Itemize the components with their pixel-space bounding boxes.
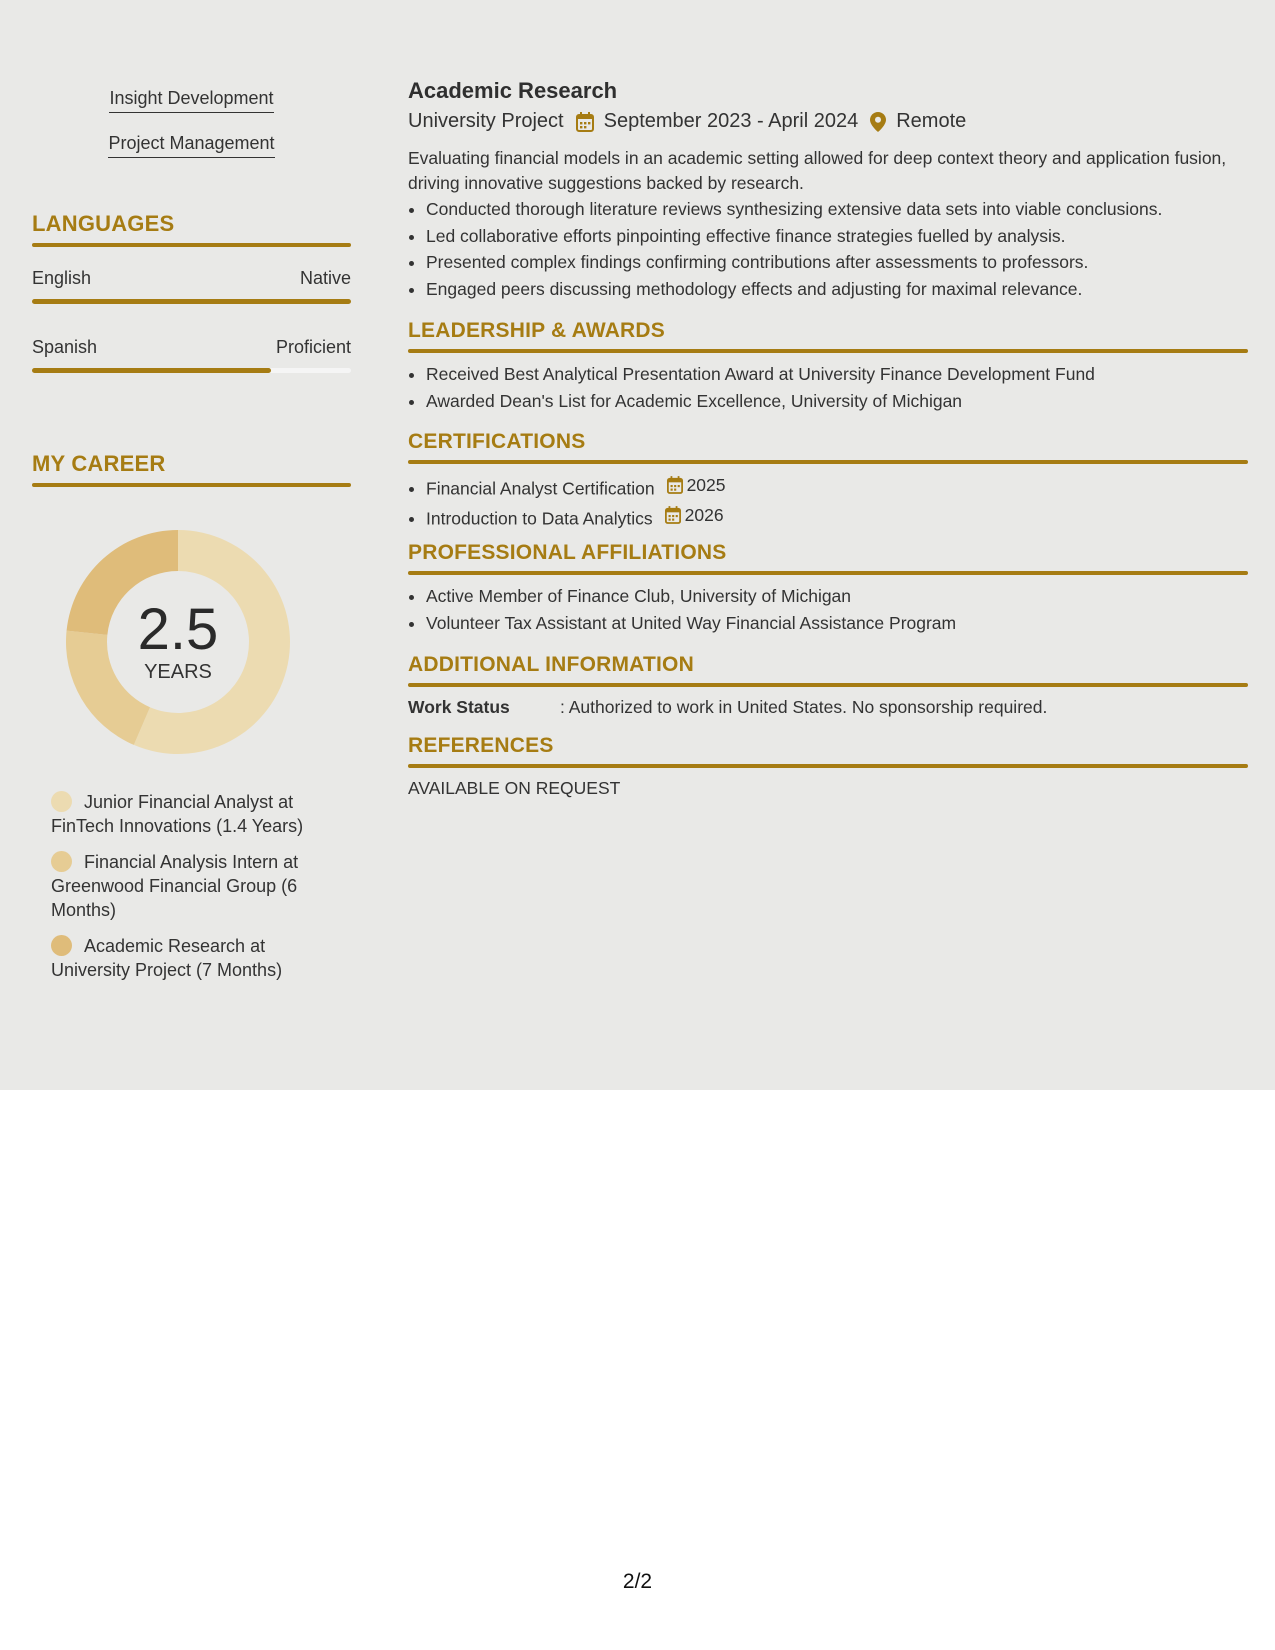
skill-item — [32, 88, 351, 113]
languages-heading: LANGUAGES — [32, 211, 175, 236]
donut-center — [66, 530, 290, 754]
language-name: Spanish — [32, 337, 98, 357]
section-divider — [408, 460, 1248, 464]
cert-year — [667, 472, 726, 499]
list-item — [426, 472, 1248, 502]
additional-info-heading: ADDITIONAL INFORMATION — [408, 653, 694, 676]
career-section — [32, 451, 351, 487]
legend-item — [51, 850, 341, 922]
career-heading: MY CAREER — [32, 451, 166, 476]
page-number: 2/2 — [622, 1570, 653, 1593]
legend-label: Junior Financial Analyst at FinTech Innovations (1.4 Years) — [51, 792, 304, 836]
affiliations-section — [408, 541, 1248, 636]
languages-section — [32, 211, 351, 247]
calendar-icon — [665, 506, 681, 524]
job-organization: University Project — [408, 110, 564, 132]
references-section — [408, 734, 1248, 799]
additional-info-section — [408, 653, 1248, 718]
cert-year-text: 2026 — [684, 504, 724, 525]
legend-dot — [51, 851, 72, 872]
language-proficiency-fill — [32, 299, 351, 304]
skill-label: Insight Development — [109, 88, 273, 113]
legend-item — [51, 934, 341, 982]
cert-year-text: 2025 — [686, 475, 726, 495]
references-heading: REFERENCES — [408, 734, 554, 757]
legend-dot — [51, 935, 72, 956]
career-total-unit: YEARS — [144, 660, 212, 683]
job-location: Remote — [896, 110, 967, 132]
language-row — [32, 268, 351, 289]
work-status-row — [408, 697, 1248, 718]
career-donut-chart — [66, 530, 290, 754]
legend-label: Academic Research at University Project (7 Months) — [51, 936, 283, 980]
list-item: • Awarded Dean's List for Academic Excellence, University of Michigan — [426, 388, 1248, 415]
affiliations-list — [408, 583, 1248, 636]
certifications-heading: CERTIFICATIONS — [408, 430, 586, 453]
job-description-block — [408, 146, 1248, 302]
job-bullets — [408, 196, 1248, 302]
work-status-label: Work Status — [408, 697, 510, 717]
list-item: • Led collaborative efforts pinpointing effective finance strategies fuelled by analysis. — [426, 223, 1248, 250]
language-level: Native — [299, 268, 351, 288]
location-pin-icon — [870, 112, 886, 132]
list-item: • Presented complex findings confirming contributions after assessments to professors. — [426, 249, 1248, 276]
list-item: • Conducted thorough literature reviews synthesizing extensive data sets into viable conclusions. — [426, 196, 1248, 223]
language-proficiency-fill — [32, 368, 271, 373]
awards-section — [408, 319, 1248, 414]
section-divider — [408, 764, 1248, 768]
legend-label: Financial Analysis Intern at Greenwood Financial Group (6 Months) — [51, 852, 299, 920]
list-item: • Received Best Analytical Presentation Award at University Finance Development Fund — [426, 361, 1248, 388]
section-divider — [408, 349, 1248, 353]
list-item: • Engaged peers discussing methodology effects and adjusting for maximal relevance. — [426, 276, 1248, 303]
skill-label: Project Management — [108, 133, 274, 158]
skill-item — [32, 133, 351, 158]
section-divider — [408, 571, 1248, 575]
job-dates: September 2023 - April 2024 — [603, 110, 859, 132]
certifications-list — [408, 472, 1248, 532]
references-text: AVAILABLE ON REQUEST — [408, 778, 621, 798]
cert-year — [665, 502, 724, 529]
career-total-years: 2.5 — [137, 596, 219, 662]
cert-name: Financial Analyst Certification — [426, 478, 655, 499]
work-status-value: : Authorized to work in United States. No sponsorship required. — [560, 697, 1048, 717]
section-divider — [32, 243, 351, 247]
language-name: English — [32, 268, 92, 288]
calendar-icon — [667, 476, 683, 494]
legend-dot — [51, 791, 72, 812]
calendar-icon — [576, 112, 594, 132]
list-item: • Volunteer Tax Assistant at United Way Financial Assistance Program — [426, 610, 1248, 637]
career-legend — [51, 790, 341, 994]
language-level: Proficient — [275, 337, 351, 357]
language-proficiency-bar — [32, 368, 351, 373]
list-item — [426, 502, 1248, 532]
awards-heading: LEADERSHIP & AWARDS — [408, 319, 665, 342]
certifications-section — [408, 430, 1248, 532]
legend-item — [51, 790, 341, 838]
language-row — [32, 337, 351, 358]
job-title: Academic Research — [408, 78, 618, 103]
section-divider — [32, 483, 351, 487]
language-proficiency-bar — [32, 299, 351, 304]
list-item: • Active Member of Finance Club, University of Michigan — [426, 583, 1248, 610]
section-divider — [408, 683, 1248, 687]
job-description: Evaluating financial models in an academic setting allowed for deep context theory and application fusion, driving innovative suggestions backed by research. — [408, 148, 1227, 193]
job-meta — [408, 110, 966, 133]
affiliations-heading: PROFESSIONAL AFFILIATIONS — [408, 541, 727, 564]
awards-list — [408, 361, 1248, 414]
cert-name: Introduction to Data Analytics — [426, 508, 653, 528]
